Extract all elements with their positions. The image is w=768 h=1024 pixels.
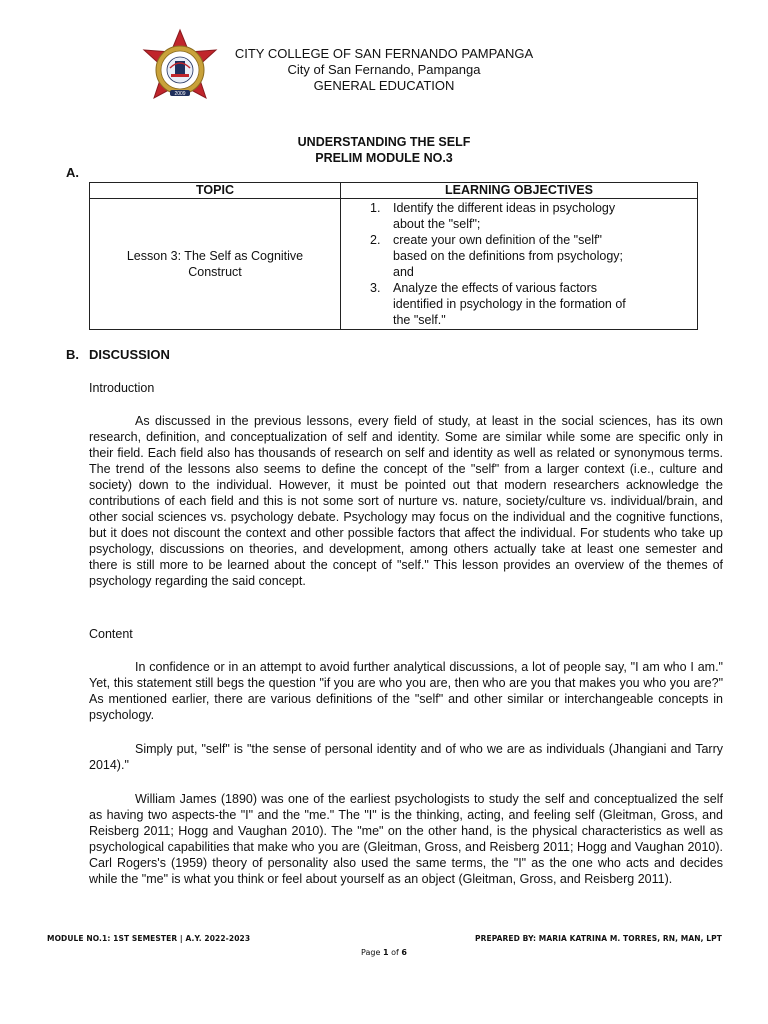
objective-line: based on the definitions from psychology; xyxy=(393,249,623,263)
intro-paragraph: As discussed in the previous lessons, every field of study, at least in the social sciences, has its own research, definition, and conceptualization of self and identity. Some are similar while some are specific only in their field. Each field also has thousands of research on self and identity as well as related or synonymous terms. The trend of the lessons also seems to define the concept of the "self" from a larger context (i.e., culture and society) down to the individual. However, it must be pointed out that modern researchers acknowledge the contributions of each field and this is not some sort of nurture vs. nature, society/culture vs. individual/brain, and other social sciences vs. psychology debate. Psychology may focus on the individual and the cognitive functions, but it does not discount the context and other possible factors that affect the individual. For students who take up psychology, discussions on theories, and development, among others actually take at least one semester and there is still more to be learned about the concept of "self." This lesson provides an overview of the themes of psychology regarding the said concept. xyxy=(89,414,723,588)
objectives-table xyxy=(89,182,698,330)
objective-item xyxy=(341,232,691,280)
objective-item xyxy=(341,280,691,328)
objective-line: Analyze the effects of various factors xyxy=(393,281,598,295)
objectives-cell xyxy=(341,199,698,330)
svg-text:2009: 2009 xyxy=(174,91,186,97)
footer-prepared-by: PREPARED BY: MARIA KATRINA M. TORRES, RN, MAN, LPT xyxy=(475,934,722,943)
objective-line: the "self." xyxy=(393,313,446,327)
topic-line: Lesson 3: The Self as Cognitive xyxy=(126,249,304,263)
objective-number: 3. xyxy=(370,281,381,295)
module-title: UNDERSTANDING THE SELF xyxy=(297,135,471,149)
content-paragraph-1: In confidence or in an attempt to avoid further analytical discussions, a lot of people say, "I am who I am." Yet, this statement still begs the question "if you are who you are, then who are you that makes you who you are?" As mentioned earlier, there are various definitions of the "self" and other similar or interchangeable concepts in psychology. xyxy=(89,660,723,722)
module-subtitle: PRELIM MODULE NO.3 xyxy=(315,151,453,165)
section-a-marker: A. xyxy=(66,165,79,180)
table-row xyxy=(90,199,698,330)
introduction-label: Introduction xyxy=(89,381,155,395)
objective-number: 1. xyxy=(370,201,381,215)
table-header-row xyxy=(90,183,698,199)
objective-line: create your own definition of the "self" xyxy=(393,233,602,247)
topic-cell xyxy=(90,199,341,330)
college-address: City of San Fernando, Pampanga xyxy=(287,62,481,77)
content-paragraph-3: William James (1890) was one of the earliest psychologists to study the self and conceptualized the self as having two aspects-the "I" and the "me." The "I" is the thinking, acting, and feeling self (Gleitman, Gross, and Reisberg 2011; Hogg and Vaughan 2010). The "me" on the other hand, is the physical characteristics as well as psychological capabilities that make who you are (Gleitman, Gross, and Reisberg 2011; Hogg and Vaughan 2010). Carl Rogers's (1959) theory of personality also used the same terms, the "I" as the one who acts and decides while the "me" is what you think or feel about yourself as an object (Gleitman, Gross, and Reisberg 2011). xyxy=(89,792,723,886)
objectives-header: LEARNING OBJECTIVES xyxy=(341,183,698,199)
footer-module-info: MODULE NO.1: 1ST SEMESTER | A.Y. 2022-2023 xyxy=(47,934,251,943)
college-name: CITY COLLEGE OF SAN FERNANDO PAMPANGA xyxy=(234,46,534,61)
objective-line: Identify the different ideas in psychology xyxy=(393,201,616,215)
discussion-heading: DISCUSSION xyxy=(89,347,170,362)
department-name: GENERAL EDUCATION xyxy=(313,78,455,93)
page-word: Page xyxy=(361,948,381,957)
objective-line: identified in psychology in the formation of xyxy=(393,297,626,311)
objectives-list xyxy=(341,199,697,329)
objective-line: about the "self"; xyxy=(393,217,481,231)
topic-line: Construct xyxy=(188,265,242,279)
page-number xyxy=(0,948,768,957)
page-of: of xyxy=(391,948,399,957)
section-b-heading xyxy=(66,347,170,362)
page-current: 1 xyxy=(382,948,389,957)
topic-header: TOPIC xyxy=(90,183,341,199)
content-paragraph-2: Simply put, "self" is "the sense of personal identity and of who we are as individuals (Jhangiani and Tarry 2014)." xyxy=(89,742,723,772)
objective-number: 2. xyxy=(370,233,381,247)
objective-item xyxy=(341,200,691,232)
content-label: Content xyxy=(89,627,133,641)
section-b-marker: B. xyxy=(66,347,79,362)
objective-line: and xyxy=(393,265,414,279)
page-total: 6 xyxy=(401,948,407,957)
